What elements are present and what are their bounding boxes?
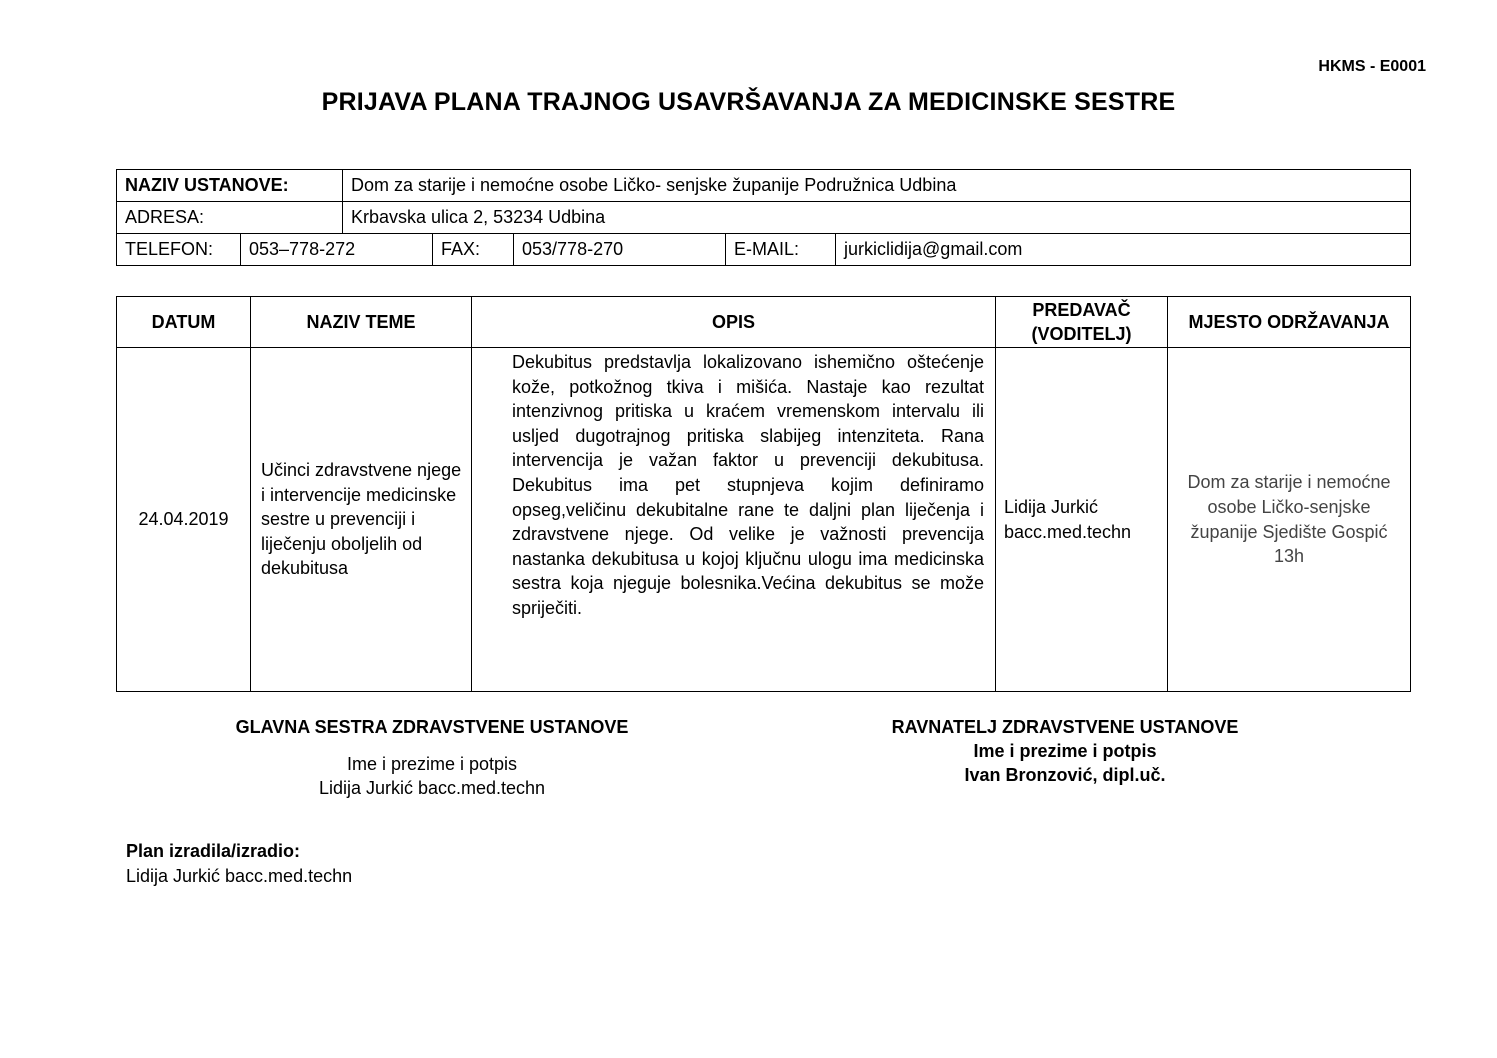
phone-label: TELEFON: [117, 234, 241, 266]
address-label: ADRESA: [117, 202, 343, 234]
institution-name-row [117, 170, 1411, 202]
row-description-cell [472, 348, 996, 692]
institution-contact-row [117, 234, 1411, 266]
plan-author-block [126, 839, 352, 889]
director-subtitle: Ime i prezime i potpis [973, 741, 1157, 761]
head-nurse-signature-block [182, 715, 682, 800]
row-topic: Učinci zdravstvene njege i intervencije medicinske sestre u prevenciji i liječenju oboljelih od dekubitusa [251, 348, 472, 692]
head-nurse-title: GLAVNA SESTRA ZDRAVSTVENE USTANOVE [235, 717, 629, 737]
email-label: E-MAIL: [726, 234, 836, 266]
header-lecturer: PREDAVAČ (VODITELJ) [996, 297, 1168, 348]
header-description: OPIS [472, 297, 996, 348]
header-date: DATUM [117, 297, 251, 348]
head-nurse-name: Lidija Jurkić bacc.med.techn [318, 778, 546, 798]
email-value: jurkiclidija@gmail.com [836, 234, 1411, 266]
institution-name-label: NAZIV USTANOVE: [117, 170, 343, 202]
row-date: 24.04.2019 [117, 348, 251, 692]
fax-value: 053/778-270 [514, 234, 726, 266]
form-code: HKMS - E0001 [1318, 58, 1426, 75]
head-nurse-subtitle: Ime i prezime i potpis [346, 754, 518, 774]
director-title: RAVNATELJ ZDRAVSTVENE USTANOVE [891, 717, 1239, 737]
plan-author-name: Lidija Jurkić bacc.med.techn [126, 866, 353, 886]
header-topic: NAZIV TEME [251, 297, 472, 348]
address-value: Krbavska ulica 2, 53234 Udbina [343, 202, 1411, 234]
director-signature-block [830, 715, 1300, 787]
row-lecturer: Lidija Jurkić bacc.med.techn [996, 348, 1168, 692]
plan-table [116, 296, 1411, 692]
row-description: Dekubitus predstavlja lokalizovano ishemično oštećenje kože, potkožnog tkiva i mišića. Nastaje kao rezultat intenzivnog pritiska u kraćem vremenskom intervalu ili usljed dugotrajnog pritiska slabijeg intenziteta. Rana intervencija je važan faktor u prevenciji dekubitusa. Dekubitus ima pet stupnjeva kojim definiramo opseg,veličinu dekubitalne rane te daljni plan liječenja i zdravstvene njege. Od velike je važnosti prevencija nastanka dekubitusa u kojoj ključnu ulogu ima medicinska sestra koja njeguje bolesnika.Većina dekubitus se može spriječiti. [512, 352, 984, 618]
institution-address-row [117, 202, 1411, 234]
fax-label: FAX: [433, 234, 514, 266]
document-title: PRIJAVA PLANA TRAJNOG USAVRŠAVANJA ZA MEDICINSKE SESTRE [321, 88, 1176, 116]
institution-table [116, 169, 1411, 266]
director-name: Ivan Bronzović, dipl.uč. [964, 765, 1166, 785]
row-place: Dom za starije i nemoćne osobe Ličko-senjske županije Sjedište Gospić 13h [1168, 348, 1411, 692]
plan-author-label: Plan izradila/izradio: [126, 841, 301, 861]
table-row [117, 348, 1411, 692]
institution-name-value: Dom za starije i nemoćne osobe Ličko- senjske županije Podružnica Udbina [343, 170, 1411, 202]
header-place: MJESTO ODRŽAVANJA [1168, 297, 1411, 348]
phone-value: 053–778-272 [241, 234, 433, 266]
plan-header-row [117, 297, 1411, 348]
